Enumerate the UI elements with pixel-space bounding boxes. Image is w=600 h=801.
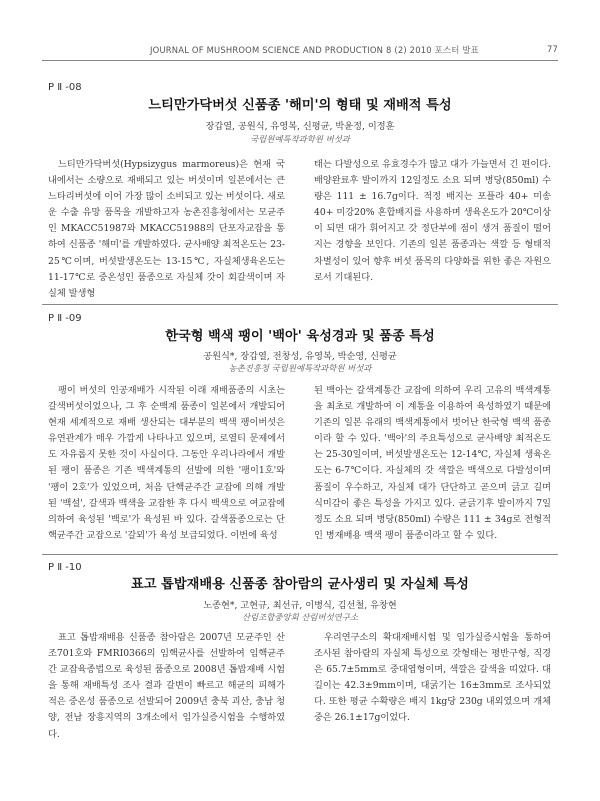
section-authors: 노종현*, 고현규, 최선규, 이병식, 김선철, 유창현 bbox=[203, 600, 397, 611]
section-affiliation: 농촌진흥청 국립원예특작과학원 버섯과 bbox=[228, 363, 372, 373]
section-affiliation: 국립원예특작과학원 버섯과 bbox=[250, 134, 350, 144]
abstract-left-column: 느티만가닥버섯(Hypsizygus marmoreus)은 현재 국내에서는 소량으로 재배되고 있는 버섯이며 일본에서는 큰느타리버섯에 이어 가장 많이 소비되고 있는 버섯이다. 새로운 수출 유망 품목을 개발하고자 농촌진흥청에서는 모균주인 MKACC51987와 MKACC51988의 단포자교잡을 통하여 신품종 '해미'를 개발하였다. 균사배양 최적온도는 23-25℃이며, 버섯발생온도는 13-15℃, 자실체생육온도는 11-17℃로 중온성인 품종으로 자실체 갓이 회갈색이며 자실체 발생형 bbox=[48, 159, 285, 299]
running-header bbox=[150, 44, 558, 56]
section-affiliation: 산림조합중앙회 산림버섯연구소 bbox=[242, 612, 358, 622]
section-divider bbox=[42, 304, 558, 305]
abstract-right-column: 된 백아는 갈색계통간 교잡에 의하여 우리 고유의 백색계통을 최초로 개발하여 이 계통을 이용하여 육성하였기 때문에 기존의 일본 유래의 백색계통에서 벗어난 한국형 백색 품종이라 할 수 있다. '백아'의 주요특성으로 균사배양 최적온도는 25-30일이며, 버섯발생온도는 12-14℃, 자실체 생육온도는 6-7℃이다. 자실체의 갓 색깔은 백색으로 다발성이며 품질이 우수하고, 자실체 대가 단단하고 곧으며 긁고 길며 식미감이 좋은 특성을 가지고 있다. 균긁기후 발이까지 7일정도 소요 되며 병당(850ml) 수량은 111 ± 34g로 전형적인 병재배용 백색 팽이 품종이라고 할 수 있다. bbox=[314, 385, 551, 541]
section-divider bbox=[42, 554, 558, 555]
header-rule bbox=[42, 60, 558, 61]
section-title: 표고 톱밥재배용 신품종 참아람의 균사생리 및 자실체 특성 bbox=[131, 577, 469, 592]
section-code: P Ⅱ -09 bbox=[48, 313, 82, 324]
abstract-left-column: 표고 톱밥재배용 신품종 참아람은 2007년 모균주인 산조701호와 FMRI0366의 임핵균사를 선발하여 임핵균주간 교잡육종법으로 육성된 품종으로 2008년 톱밥재배 시험을 통해 재배특성 조사 결과 갈변이 빠르고 해균의 피해가 적은 중온성 품종으로 선발되어 2009년 충북 괴산, 충남 청양, 전남 장흥지역의 3개소에서 임가실증시험을 수행하였다. bbox=[48, 632, 285, 740]
abstract-right-column: 태는 다발성으로 유효경수가 많고 대가 가늘면서 긴 편이다. 배양완료후 발이까지 12일정도 소요 되며 병당(850ml) 수량은 111 ± 16.7g이다. 적정 배지는 포플라 40+ 미송 40+ 미강20% 혼합배지를 사용하며 생육온도가 20℃이상이 되면 대가 휘어지고 갓 정단부에 점이 생겨 품질이 떨어지는 경향을 보인다. 기존의 일본 품종과는 색깔 등 형태적 차별성이 있어 향후 버섯 품목의 다양화를 위한 좋은 자원으로서 기대된다. bbox=[314, 159, 551, 283]
abstract-right-column: 우리연구소의 확대재배시험 및 임가실증시험을 통하여 조사된 참아람의 자실체 특성으로 갓형태는 평반구형, 직경은 65.7±5mm로 중대엽형이며, 색깔은 갈색을 띠었다. 대길이는 42.3±9mm이며, 대굵기는 16±3mm로 조사되었다. 또한 평균 수확량은 배지 1kg당 230g 내외였으며 개체중은 26.1±17g이었다. bbox=[314, 632, 551, 724]
page-number: 77 bbox=[546, 44, 558, 54]
section-code: P Ⅱ -10 bbox=[48, 562, 82, 573]
section-authors: 장갑열, 공원식, 유영복, 신평균, 박윤정, 이정훈 bbox=[205, 121, 395, 132]
section-title: 한국형 백색 팽이 '백아' 육성경과 및 품종 특성 bbox=[165, 329, 435, 344]
journal-title: JOURNAL OF MUSHROOM SCIENCE AND PRODUCTION 8 (2) 2010 포스터 발표 bbox=[150, 45, 479, 55]
section-title: 느티만가닥버섯 신품종 '해미'의 형태 및 재배적 특성 bbox=[148, 98, 452, 113]
section-code: P Ⅱ -08 bbox=[48, 82, 82, 93]
section-authors: 공원식*, 장갑열, 전창성, 유영복, 박순영, 신평균 bbox=[203, 351, 397, 362]
abstract-left-column: 팽이 버섯의 인공재배가 시작된 이래 재배품종의 시초는 갈색버섯이었으나, 그 후 순백계 품종이 일본에서 개발되어 현재 세계적으로 재배 생산되는 대부분의 백색 팽이버섯은 유연관계가 매우 가깝게 나타나고 있으며, 로열티 문제에서도 자유롭지 못한 것이 사실이다. 그동안 우리나라에서 개발된 팽이 품종은 기존 백색계통의 선발에 의한 '팽이1호'와 '팽이 2호'가 있었으며, 처음 단핵균주간 교잡에 의해 개발된 '백설', 갈색과 백색을 교잡한 후 다시 백색으로 여교잡에 의하여 육성된 '백로'가 육성된 바 있다. 갈색품종으로는 단핵균주간 교잡으로 '갈뫼'가 육성 보급되었다. 이번에 육성 bbox=[48, 385, 285, 541]
